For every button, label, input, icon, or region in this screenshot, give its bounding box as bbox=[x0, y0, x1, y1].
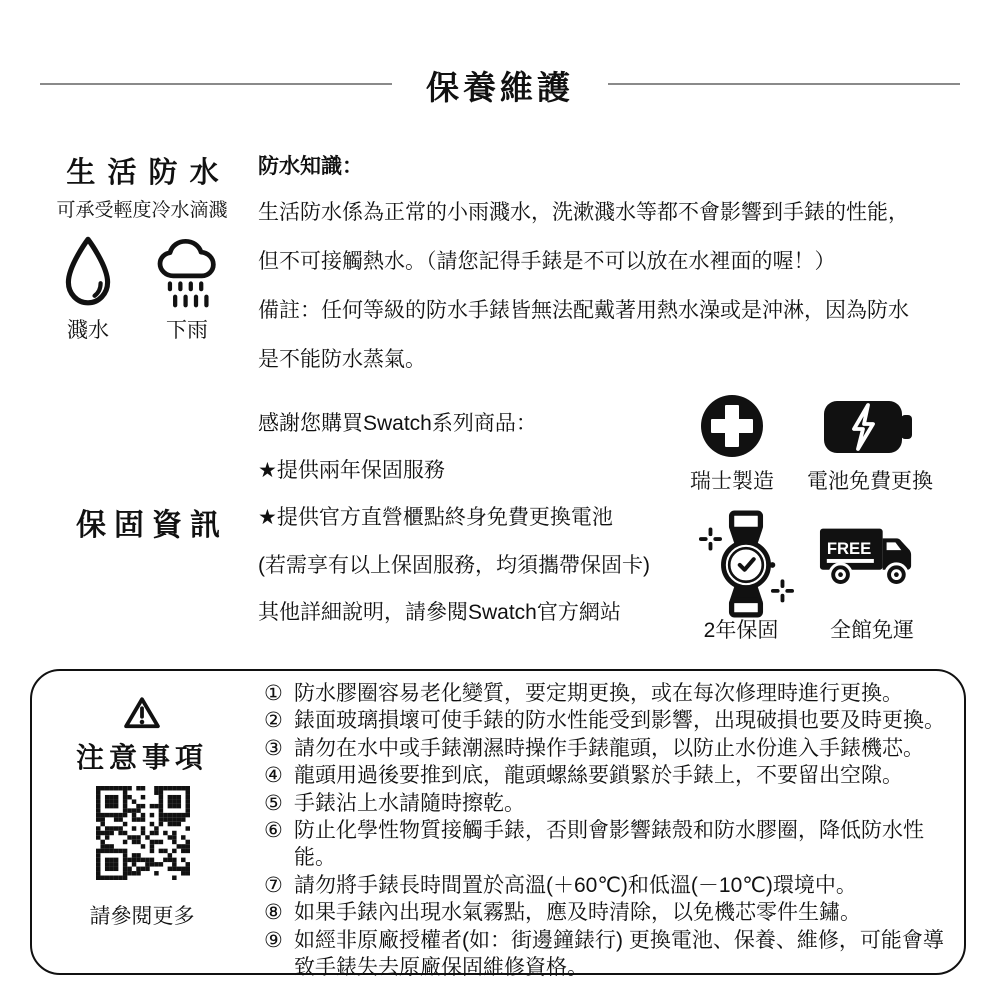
waterproof-text-line-2: 但不可接觸熱水。（請您記得手錶是不可以放在水裡面的喔！） bbox=[258, 250, 836, 273]
waterproof-subheading: 可承受輕度冷水滴濺 bbox=[56, 200, 228, 221]
qr-code bbox=[96, 786, 190, 880]
note-item bbox=[264, 707, 962, 734]
note-number: ⑤ bbox=[264, 791, 283, 815]
waterproof-text-line-4: 是不能防水蒸氣。 bbox=[258, 348, 426, 371]
note-text: 手錶沾上水請隨時擦乾。 bbox=[294, 791, 525, 815]
note-item bbox=[264, 817, 962, 872]
qr-caption: 請參閱更多 bbox=[89, 905, 195, 928]
note-item bbox=[264, 735, 962, 762]
truck-free-text: FREE bbox=[826, 539, 872, 559]
note-text: 如果手錶內出現水氣霧點，應及時清除，以免機芯零件生鏽。 bbox=[294, 901, 861, 925]
free-truck-icon bbox=[818, 522, 916, 594]
note-number: ⑨ bbox=[264, 928, 283, 952]
note-text: 如經非原廠授權者(如：街邊鐘錶行) 更換電池、保養、維修，可能會導致手錶失去原廠保固維修資格。 bbox=[294, 928, 944, 980]
notes-heading: 注意事項 bbox=[75, 742, 208, 773]
swiss-cross-icon bbox=[700, 394, 764, 458]
waterproof-text-line-1: 生活防水係為正常的小雨濺水，洗漱濺水等都不會影響到手錶的性能， bbox=[258, 201, 909, 224]
warranty-heading: 保固資訊 bbox=[76, 509, 228, 542]
water-drop-icon bbox=[60, 234, 116, 310]
note-text: 請勿在水中或手錶潮濕時操作手錶龍頭，以防止水份進入手錶機芯。 bbox=[294, 736, 924, 760]
warranty-text-line-1: 感謝您購買Swatch系列商品： bbox=[258, 412, 537, 435]
waterproof-text-line-3: 備註：任何等級的防水手錶皆無法配戴著用熱水澡或是沖淋，因為防水 bbox=[258, 299, 909, 322]
note-number: ⑦ bbox=[264, 873, 283, 897]
waterproof-heading: 生 活 防 水 bbox=[66, 157, 221, 189]
badge-label-battery: 電池免費更換 bbox=[807, 470, 933, 493]
note-number: ③ bbox=[264, 736, 283, 760]
warranty-text-line-4: (若需享有以上保固服務，均須攜帶保固卡) bbox=[258, 554, 650, 577]
note-number: ① bbox=[264, 682, 283, 705]
battery-lightning-icon bbox=[822, 398, 914, 456]
note-number: ⑧ bbox=[264, 901, 283, 925]
warranty-text-line-5: 其他詳細說明，請參閱Swatch官方網站 bbox=[258, 601, 621, 624]
warranty-text-line-2: ★提供兩年保固服務 bbox=[258, 459, 445, 482]
note-item bbox=[264, 899, 962, 926]
badge-label-warranty-years: 2年保固 bbox=[703, 619, 779, 642]
icon-label-rain: 下雨 bbox=[166, 319, 208, 342]
badge-label-free-shipping: 全館免運 bbox=[830, 619, 914, 642]
page-title: 保養維護 bbox=[426, 69, 574, 106]
note-text: 錶面玻璃損壞可使手錶的防水性能受到影響，出現破損也要及時更換。 bbox=[294, 709, 945, 733]
badge-label-swiss-made: 瑞士製造 bbox=[690, 470, 774, 493]
note-item bbox=[264, 872, 962, 899]
note-item bbox=[264, 927, 962, 982]
note-text: 防水膠圈容易老化變質，要定期更換，或在每次修理時進行更換。 bbox=[294, 682, 903, 705]
warning-icon bbox=[122, 695, 162, 731]
warranty-text-line-3: ★提供官方直營櫃點終身免費更換電池 bbox=[258, 506, 613, 529]
waterproof-knowledge-title: 防水知識： bbox=[258, 155, 363, 178]
note-item bbox=[264, 790, 962, 817]
icon-label-splash: 濺水 bbox=[67, 319, 109, 342]
notes-list bbox=[264, 680, 962, 981]
note-number: ② bbox=[264, 709, 283, 733]
note-text: 防止化學性物質接觸手錶，否則會影響錶殼和防水膠圈，降低防水性能。 bbox=[294, 819, 924, 870]
note-number: ⑥ bbox=[264, 819, 283, 843]
watch-icon bbox=[698, 510, 794, 618]
rain-cloud-icon bbox=[148, 238, 226, 310]
note-number: ④ bbox=[264, 764, 283, 788]
note-item bbox=[264, 680, 962, 707]
note-item bbox=[264, 762, 962, 789]
note-text: 龍頭用過後要推到底，龍頭螺絲要鎖緊於手錶上，不要留出空隙。 bbox=[294, 764, 903, 788]
divider-line-right bbox=[608, 83, 960, 85]
note-text: 請勿將手錶長時間置於高溫(＋60℃)和低溫(－10℃)環境中。 bbox=[294, 873, 857, 897]
